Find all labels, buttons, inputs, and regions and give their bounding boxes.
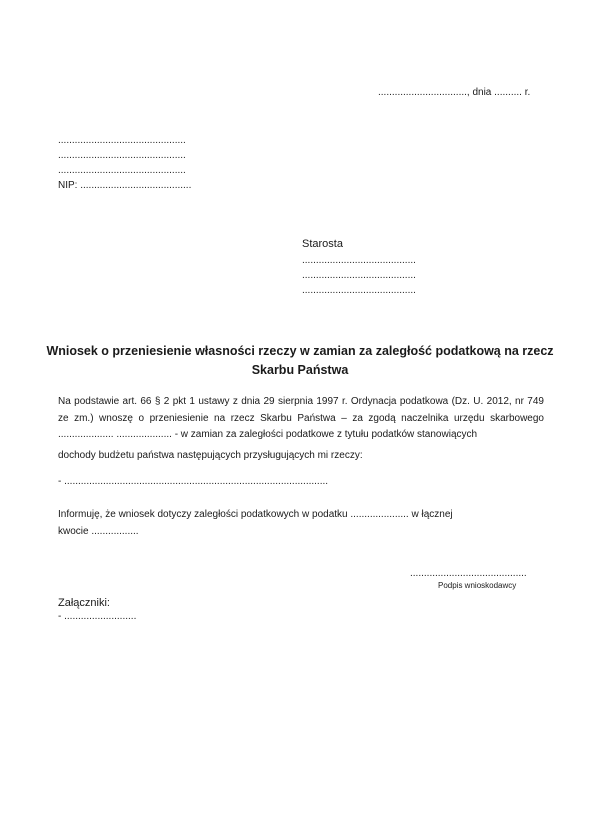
recipient-line: ......................................... xyxy=(302,270,416,281)
info-paragraph xyxy=(58,506,453,540)
signature-label: Podpis wnioskodawcy xyxy=(438,581,517,590)
signature-line: .......................................... xyxy=(410,568,527,579)
attachments-label: Załączniki: xyxy=(58,597,110,609)
sender-block xyxy=(58,133,191,193)
recipient-line: ......................................... xyxy=(302,285,416,296)
body-text: Na podstawie art. 66 § 2 pkt 1 ustawy z dnia 29 sierpnia 1997 r. Ordynacja podatkowa (Dz. U. 2012, nr 749 ze zm.) wnoszę o przeniesienie na rzecz Skarbu Państwa – za zgodą naczelnika urzędu skarbowego .................... .................... - w zamian za zaległości podatkowe z tytułu podatków stanowiących xyxy=(58,396,544,440)
items-list-line: - ............................................................................................... xyxy=(58,476,329,487)
body-text-last-line: dochody budżetu państwa następujących przysługujących mi rzeczy: xyxy=(58,449,363,461)
recipient-line: ......................................... xyxy=(302,255,416,266)
place-date-field: ................................, dnia .......... r. xyxy=(378,87,531,98)
sender-line: .............................................. xyxy=(58,135,186,146)
sender-line: .............................................. xyxy=(58,150,186,161)
recipient-block xyxy=(302,237,416,298)
document-title: Wniosek o przeniesienie własności rzeczy w zamian za zaległość podatkową na rzecz Skarbu Państwa xyxy=(46,344,554,377)
sender-nip: NIP: ........................................ xyxy=(58,180,192,191)
recipient-title: Starosta xyxy=(302,238,343,250)
body-paragraph xyxy=(58,394,544,464)
info-line: Informuję, że wniosek dotyczy zaległości podatkowych w podatku ..................... w łącznej xyxy=(58,509,453,520)
info-amount-line: kwocie ................. xyxy=(58,526,139,537)
sender-line: .............................................. xyxy=(58,165,186,176)
attachment-item: - .......................... xyxy=(58,611,137,622)
